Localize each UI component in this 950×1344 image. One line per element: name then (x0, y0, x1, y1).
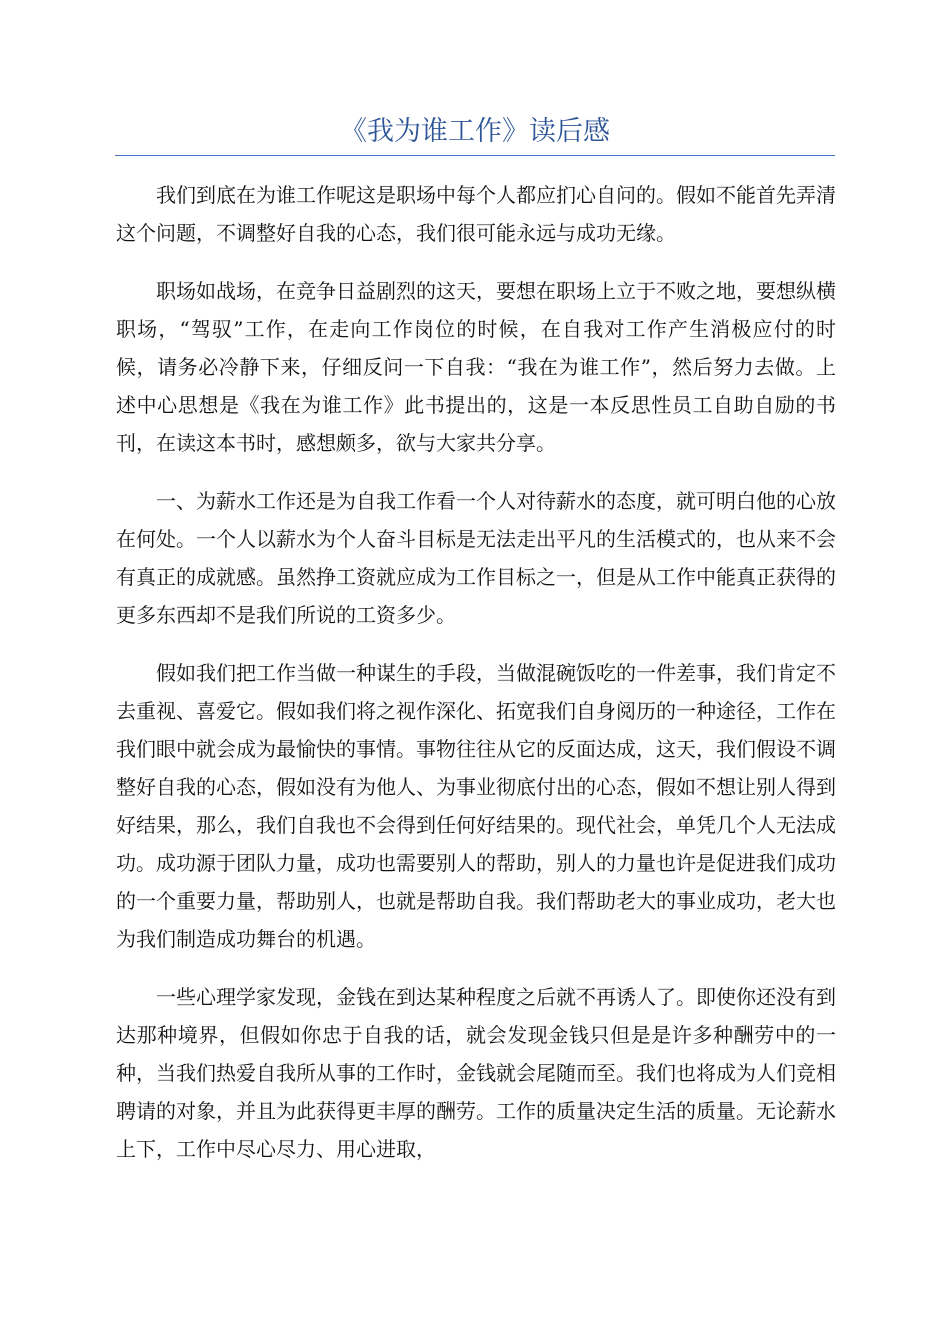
paragraph-3: 一、为薪水工作还是为自我工作看一个人对待薪水的态度，就可明白他的心放在何处。一个人以薪水为个人奋斗目标是无法走出平凡的生活模式的，也从来不会有真正的成就感。虽然挣工资就应成为工作目标之一，但是从工作中能真正获得的更多东西却不是我们所说的工资多少。 (116, 489, 836, 627)
paragraph-5: 一些心理学家发现，金钱在到达某种程度之后就不再诱人了。即使你还没有到达那种境界，但假如你忠于自我的话，就会发现金钱只但是是许多种酬劳中的一种，当我们热爱自我所从事的工作时，金钱就会尾随而至。我们也将成为人们竞相聘请的对象，并且为此获得更丰厚的酬劳。工作的质量决定生活的质量。无论薪水上下，工作中尽心尽力、用心进取， (116, 985, 836, 1161)
paragraph-1: 我们到底在为谁工作呢这是职场中每个人都应扪心自问的。假如不能首先弄清这个问题，不调整好自我的心态，我们很可能永远与成功无缘。 (116, 183, 836, 245)
paragraph-2: 职场如战场，在竞争日益剧烈的这天，要想在职场上立于不败之地，要想纵横职场，“驾驭”工作，在走向工作岗位的时候，在自我对工作产生消极应付的时候，请务必冷静下来，仔细反问一下自我：“我在为谁工作”，然后努力去做。上述中心思想是《我在为谁工作》此书提出的，这是一本反思性员工自助自励的书刊，在读这本书时，感想颇多，欲与大家共分享。 (116, 279, 836, 455)
document-title: 《我为谁工作》读后感 (340, 116, 610, 147)
document-body (116, 176, 836, 1188)
title-underline (115, 155, 835, 156)
paragraph-4: 假如我们把工作当做一种谋生的手段，当做混碗饭吃的一件差事，我们肯定不去重视、喜爱它。假如我们将之视作深化、拓宽我们自身阅历的一种途径，工作在我们眼中就会成为最愉快的事情。事物往往从它的反面达成，这天，我们假设不调整好自我的心态，假如没有为他人、为事业彻底付出的心态，假如不想让别人得到好结果，那么，我们自我也不会得到任何好结果的。现代社会，单凭几个人无法成功。成功源于团队力量，成功也需要别人的帮助，别人的力量也许是促进我们成功的一个重要力量，帮助别人，也就是帮助自我。我们帮助老大的事业成功，老大也为我们制造成功舞台的机遇。 (116, 661, 836, 951)
